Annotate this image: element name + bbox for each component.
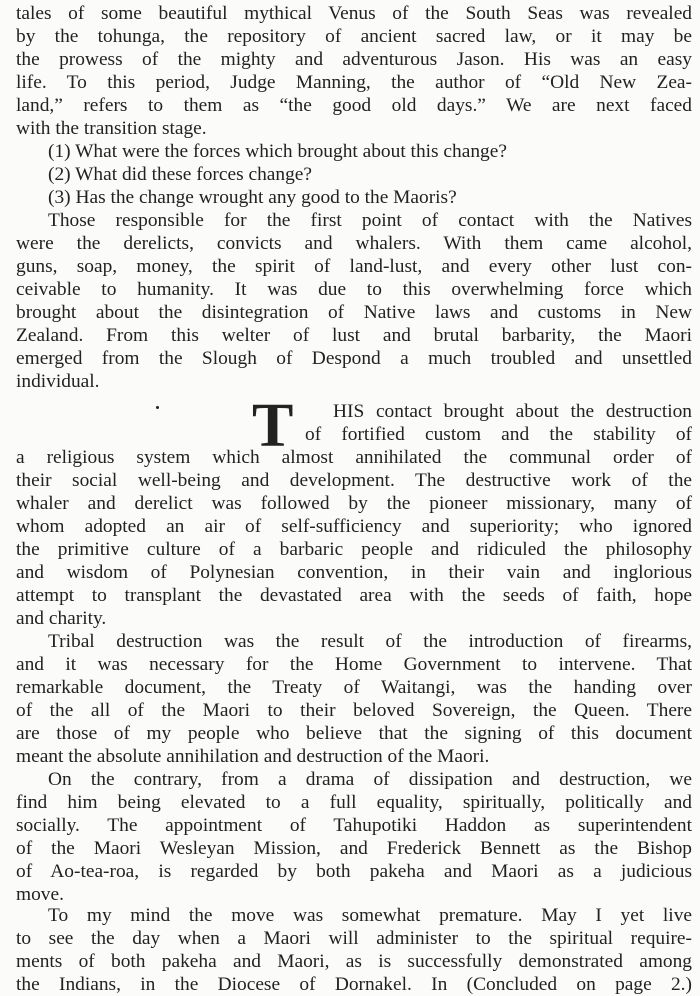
text-line: Those responsible for the first point of contact with the Natives: [48, 210, 692, 231]
text-line: and charity.: [16, 608, 107, 629]
question-item: (2) What did these forces change?: [48, 164, 312, 185]
text-line: brought about the disintegration of Native laws and customs in New: [16, 302, 692, 323]
question-item: (3) Has the change wrought any good to the Maoris?: [48, 187, 457, 208]
text-line: move.: [16, 884, 64, 905]
text-line: the prowess of the mighty and adventurous Jason. His was an easy: [16, 49, 692, 70]
text-line: whaler and derelict was followed by the pioneer missionary, many of: [16, 493, 692, 514]
stray-mark: [156, 406, 159, 409]
text-line: Tribal destruction was the result of the introduction of firearms,: [48, 631, 692, 652]
text-line: tales of some beautiful mythical Venus of the South Seas was revealed: [16, 3, 692, 24]
text-line: find him being elevated to a full equality, spiritually, politically and: [16, 792, 692, 813]
text-line: ments of both pakeha and Maori, as is successfully demonstrated among: [16, 951, 692, 972]
text-line: and wisdom of Polynesian convention, in their vain and inglorious: [16, 562, 692, 583]
drop-cap: T: [252, 392, 294, 460]
text-line: of Ao-tea-roa, is regarded by both pakeha and Maori as a judicious: [16, 861, 692, 882]
text-line: of the all of the Maori to their beloved Sovereign, the Queen. There: [16, 700, 692, 721]
text-line: emerged from the Slough of Despond a much troubled and unsettled: [16, 348, 692, 369]
text-line: of the Maori Wesleyan Mission, and Frederick Bennett as the Bishop: [16, 838, 692, 859]
question-item: (1) What were the forces which brought about this change?: [48, 141, 507, 162]
text-line: a religious system which almost annihilated the communal order of: [16, 447, 692, 468]
text-line: are those of my people who believe that the signing of this document: [16, 723, 692, 744]
text-line: remarkable document, the Treaty of Waitangi, was the handing over: [16, 677, 692, 698]
text-line: with the transition stage.: [16, 118, 207, 139]
text-line: To my mind the move was somewhat premature. May I yet live: [48, 905, 692, 926]
text-line: the primitive culture of a barbaric people and ridiculed the philosophy: [16, 539, 692, 560]
text-line: On the contrary, from a drama of dissipation and destruction, we: [48, 769, 692, 790]
text-line: to see the day when a Maori will administer to the spiritual require-: [16, 928, 692, 949]
text-line: and it was necessary for the Home Government to intervene. That: [16, 654, 692, 675]
text-line: their social well-being and development. The destructive work of the: [16, 470, 692, 491]
text-line: the Indians, in the Diocese of Dornakel. In (Concluded on page 2.): [16, 974, 692, 995]
text-line: life. To this period, Judge Manning, the author of “Old New Zea-: [16, 72, 692, 93]
text-line: by the tohunga, the repository of ancient sacred law, or it may be: [16, 26, 692, 47]
text-line: of fortified custom and the stability of: [305, 424, 692, 445]
text-line: guns, soap, money, the spirit of land-lust, and every other lust con-: [16, 256, 692, 277]
text-line: Zealand. From this welter of lust and brutal barbarity, the Maori: [16, 325, 692, 346]
text-line: individual.: [16, 371, 100, 392]
text-line: ceivable to humanity. It was due to this overwhelming force which: [16, 279, 692, 300]
text-line: land,” refers to them as “the good old days.” We are next faced: [16, 95, 692, 116]
text-line: socially. The appointment of Tahupotiki Haddon as superintendent: [16, 815, 692, 836]
text-line: attempt to transplant the devastated area with the seeds of faith, hope: [16, 585, 692, 606]
text-line: meant the absolute annihilation and destruction of the Maori.: [16, 746, 490, 767]
text-line: were the derelicts, convicts and whalers. With them came alcohol,: [16, 233, 692, 254]
text-line: HIS contact brought about the destruction: [333, 401, 692, 422]
text-line: whom adopted an air of self-sufficiency and superiority; who ignored: [16, 516, 692, 537]
